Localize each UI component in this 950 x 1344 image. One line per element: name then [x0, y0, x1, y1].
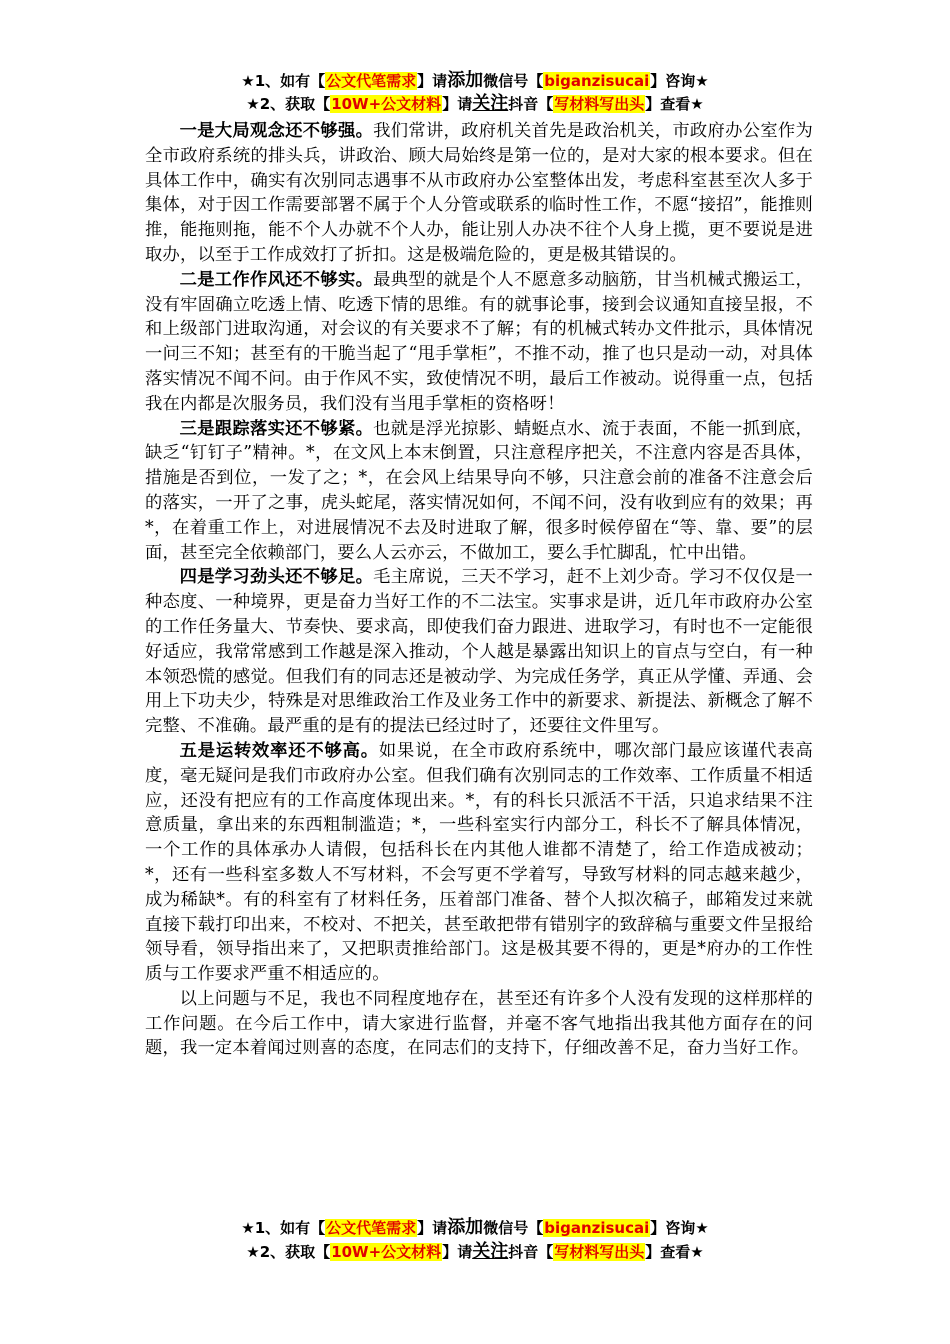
banner-emphasis: 关注 — [472, 93, 509, 114]
highlight-materials: 10W+公文材料 — [331, 95, 442, 113]
banner-text: 】咨询★ — [650, 1219, 709, 1237]
highlight-wechat-id: biganzisucai — [544, 72, 650, 90]
paragraph-text: 以上问题与不足，我也不同程度地存在，甚至还有许多个人没有发现的这样那样的工作问题。在今后工作中，请大家进行监督，并毫不客气地指出我其他方面存在的问题，我一定本着闻过则喜的态度，在同志们的支持下，仔细改善不足，奋力当好工作。 — [145, 988, 813, 1059]
highlight-wechat-id: biganzisucai — [544, 1219, 650, 1237]
paragraph-lead: 五是运转效率还不够高。 — [179, 740, 379, 761]
star-icon: ★ — [246, 95, 260, 113]
paragraph-5 — [145, 739, 813, 987]
paragraph-6 — [145, 987, 813, 1061]
highlight-douyin-id: 写材料写出头 — [554, 1243, 645, 1261]
banner-text: 】请 — [417, 1219, 448, 1237]
banner-text: 】查看★ — [645, 95, 704, 113]
highlight-douyin-id: 写材料写出头 — [554, 95, 645, 113]
paragraph-text: 我们常讲，政府机关首先是政治机关，市政府办公室作为全市政府系统的排头兵，讲政治、顾大局始终是第一位的，是对大家的根本要求。但在具体工作中，确实有次别同志遇事不从市政府办公室整体出发，考虑科室甚至次人多于集体，对于因工作需要部署不属于个人分管或联系的临时性工作，不愿“接招”，能推则推，能拖则拖，能不个人办就不个人办，能让别人办决不往个人身上揽，更不要说是进取办，以至于工作成效打了折扣。这是极端危险的，更是极其错误的。 — [145, 121, 813, 265]
banner-text: 1、如有【 — [254, 72, 326, 90]
banner-text: 微信号【 — [483, 72, 544, 90]
banner-text: 】咨询★ — [650, 72, 709, 90]
banner-text: 1、如有【 — [254, 1219, 326, 1237]
banner-text: 】请 — [442, 1243, 473, 1261]
paragraph-text: 毛主席说，三天不学习，赶不上刘少奇。学习不仅仅是一种态度、一种境界，更是奋力当好工作的不二法宝。实事求是讲，近几年市政府办公室的工作任务量大、节奏快、要求高，即使我们奋力跟进、进取学习，有时也不一定能很好适应，我常常感到工作越是深入推动，个人越是暴露出知识上的盲点与空白，有一种本领恐慌的感觉。但我们有的同志还是被动学、为完成任务学，真正从学懂、弄通、会用上下功夫少，特殊是对思维政治工作及业务工作中的新要求、新提法、新概念了解不完整、不准确。最严重的是有的提法已经过时了，还要往文件里写。 — [145, 567, 813, 737]
paragraph-lead: 二是工作作风还不够实。 — [179, 269, 374, 290]
banner-emphasis: 关注 — [472, 1241, 509, 1262]
banner-text: 】查看★ — [645, 1243, 704, 1261]
banner-text: 微信号【 — [483, 1219, 544, 1237]
banner-text: 2、获取【 — [259, 1243, 331, 1261]
banner-text: 抖音【 — [508, 95, 554, 113]
paragraph-text: 也就是浮光掠影、蜻蜓点水、流于表面，不能一抓到底，缺乏“钉钉子”精神。*，在文风上本末倒置，只注意程序把关，不注意内容是否具体，措施是否到位，一发了之；*，在会风上结果导向不够，只注意会前的准备不注意会后的落实，一开了之事，虎头蛇尾，落实情况如何，不闻不问，没有收到应有的效果；再*，在着重工作上，对进展情况不去及时进取了解，很多时候停留在“等、靠、要”的层面，甚至完全依赖部门，要么人云亦云，不做加工，要么手忙脚乱，忙中出错。 — [145, 418, 813, 563]
top-banner-line-1 — [0, 70, 950, 92]
paragraph-3 — [145, 417, 813, 566]
star-icon: ★ — [246, 1243, 260, 1261]
paragraph-lead: 三是跟踪落实还不够紧。 — [179, 418, 374, 439]
paragraph-lead: 一是大局观念还不够强。 — [179, 121, 374, 141]
banner-text: 】请 — [442, 95, 473, 113]
banner-text: 2、获取【 — [259, 95, 331, 113]
document-body — [145, 119, 813, 1061]
star-icon: ★ — [241, 72, 255, 90]
banner-emphasis: 添加 — [447, 70, 484, 91]
banner-text: 】请 — [417, 72, 448, 90]
bottom-banner-line-2 — [0, 1241, 950, 1263]
paragraph-2 — [145, 268, 813, 417]
highlight-materials: 10W+公文材料 — [331, 1243, 442, 1261]
bottom-banner-line-1 — [0, 1217, 950, 1239]
star-icon: ★ — [241, 1219, 255, 1237]
banner-emphasis: 添加 — [447, 1217, 484, 1238]
paragraph-4 — [145, 565, 813, 739]
paragraph-text: 最典型的就是个人不愿意多动脑筋，甘当机械式搬运工，没有牢固确立吃透上情、吃透下情的思维。有的就事论事，接到会议通知直接呈报，不和上级部门进取沟通，对会议的有关要求不了解；有的机械式转办文件批示，具体情况一问三不知；甚至有的干脆当起了“甩手掌柜”，不推不动，推了也只是动一动，对具体落实情况不闻不问。由于作风不实，致使情况不明，最后工作被动。说得重一点，包括我在内都是次服务员，我们没有当甩手掌柜的资格呀！ — [145, 269, 813, 414]
banner-text: 抖音【 — [508, 1243, 554, 1261]
top-banner-line-2 — [0, 93, 950, 115]
highlight-service: 公文代笔需求 — [326, 1219, 417, 1237]
highlight-service: 公文代笔需求 — [326, 72, 417, 90]
paragraph-1 — [145, 119, 813, 268]
paragraph-lead: 四是学习劲头还不够足。 — [179, 567, 374, 588]
paragraph-text: 如果说，在全市政府系统中，哪次部门最应该谨代表高度，毫无疑问是我们市政府办公室。但我们确有次别同志的工作效率、工作质量不相适应，还没有把应有的工作高度体现出来。*，有的科长只派活不干活，只追求结果不注意质量，拿出来的东西粗制滥造；*，一些科室实行内部分工，科长不了解具体情况，一个工作的具体承办人请假，包括科长在内其他人谁都不清楚了，给工作造成被动；*，还有一些科室多数人不写材料，不会写更不学着写，导致写材料的同志越来越少，成为稀缺*。有的科室有了材料任务，压着部门准备、替个人拟次稿子，邮箱发过来就直接下载打印出来，不校对、不把关，甚至敢把带有错别字的致辞稿与重要文件呈报给领导看，领导指出来了，又把职责推给部门。这是极其要不得的，更是*府办的工作性质与工作要求严重不相适应的。 — [145, 740, 813, 985]
